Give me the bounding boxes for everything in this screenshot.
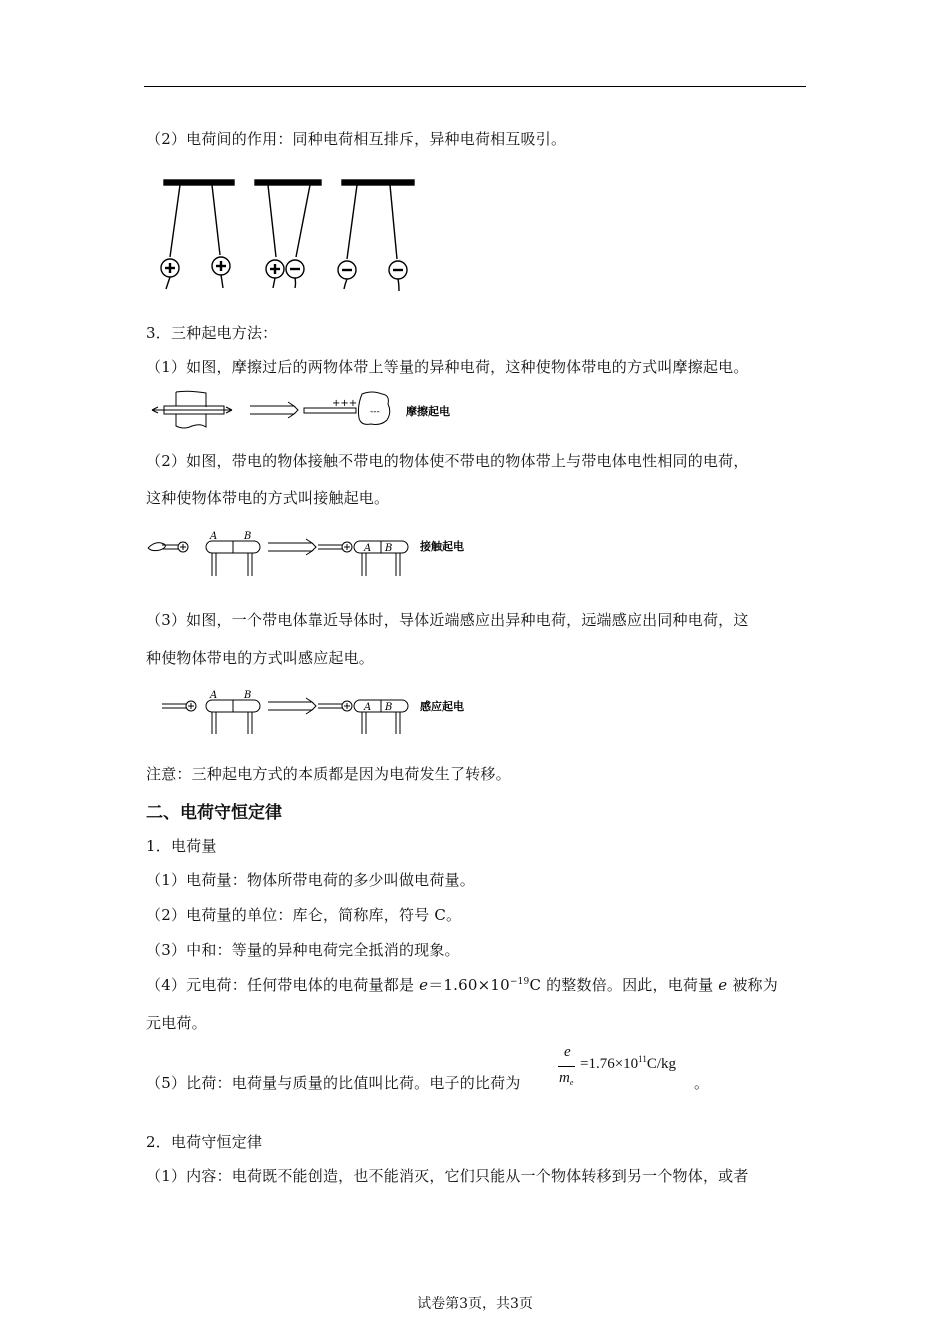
charge-item-5-end: 。 xyxy=(694,1074,710,1092)
conductor-label-b: B xyxy=(385,543,393,554)
section-3-title: 3．三种起电方法： xyxy=(146,324,278,342)
charge-item-4: （4）元电荷：任何带电体的电荷量都是 $e=1.60\times 10^{-19}C$ 的整数倍。因此，电荷量 e 被称为 xyxy=(146,976,778,994)
induction-label: 感应起电 xyxy=(420,700,464,713)
charge-item-3: （3）中和：等量的异种电荷完全抵消的现象。 xyxy=(146,941,460,959)
conductor-label-a: A xyxy=(210,531,218,542)
conductor-label-a: A xyxy=(364,702,372,713)
conservation-title: 2．电荷守恒定律 xyxy=(146,1133,263,1151)
charge-title: 1．电荷量 xyxy=(146,837,217,855)
conductor-label-b: B xyxy=(244,531,252,542)
conductor-label-b: B xyxy=(244,690,252,701)
conservation-law-text: （1）内容：电荷既不能创造，也不能消灭，它们只能从一个物体转移到另一个物体，或者 xyxy=(146,1167,749,1185)
charge-item-4-cont: 元电荷。 xyxy=(146,1014,207,1032)
induction-figure xyxy=(146,686,476,736)
conductor-label-a: A xyxy=(364,543,372,554)
pendulum-figure xyxy=(150,172,430,296)
charge-item-2: （2）电荷量的单位：库仑，简称库，符号 C。 xyxy=(146,906,462,924)
conductor-label-b: B xyxy=(385,702,393,713)
charge-item-5: （5）比荷：电荷量与质量的比值叫比荷。电子的比荷为 xyxy=(146,1074,521,1092)
conductor-label-a: A xyxy=(210,690,218,701)
friction-plus: +++ xyxy=(332,398,358,409)
paragraph-interaction: （2）电荷间的作用：同种电荷相互排斥，异种电荷相互吸引。 xyxy=(146,130,567,148)
friction-minus: --- xyxy=(370,407,380,417)
charge-item-1: （1）电荷量：物体所带电荷的多少叫做电荷量。 xyxy=(146,871,475,889)
support-bar-1 xyxy=(164,180,234,185)
support-bar-2 xyxy=(255,180,321,185)
friction-label: 摩擦起电 xyxy=(406,405,450,418)
contact-text-1: （2）如图，带电的物体接触不带电的物体使不带电的物体带上与带电体电性相同的电荷， xyxy=(146,452,749,470)
header-rule xyxy=(144,86,806,87)
contact-text-2: 这种使物体带电的方式叫接触起电。 xyxy=(146,489,390,507)
friction-figure xyxy=(146,388,476,432)
section-2-title: 二、电荷守恒定律 xyxy=(146,803,282,823)
friction-text: （1）如图，摩擦过后的两物体带上等量的异种电荷，这种使物体带电的方式叫摩擦起电。 xyxy=(146,358,749,376)
induction-text-2: 种使物体带电的方式叫感应起电。 xyxy=(146,649,375,667)
induction-text-1: （3）如图，一个带电体靠近导体时，导体近端感应出异种电荷，远端感应出同种电荷，这 xyxy=(146,611,749,629)
contact-label: 接触起电 xyxy=(420,540,464,553)
support-bar-3 xyxy=(342,180,414,185)
contact-figure xyxy=(146,528,476,580)
page-footer: 试卷第3页，共3页 xyxy=(417,1296,533,1312)
note-text: 注意：三种起电方式的本质都是因为电荷发生了转移。 xyxy=(146,765,511,783)
